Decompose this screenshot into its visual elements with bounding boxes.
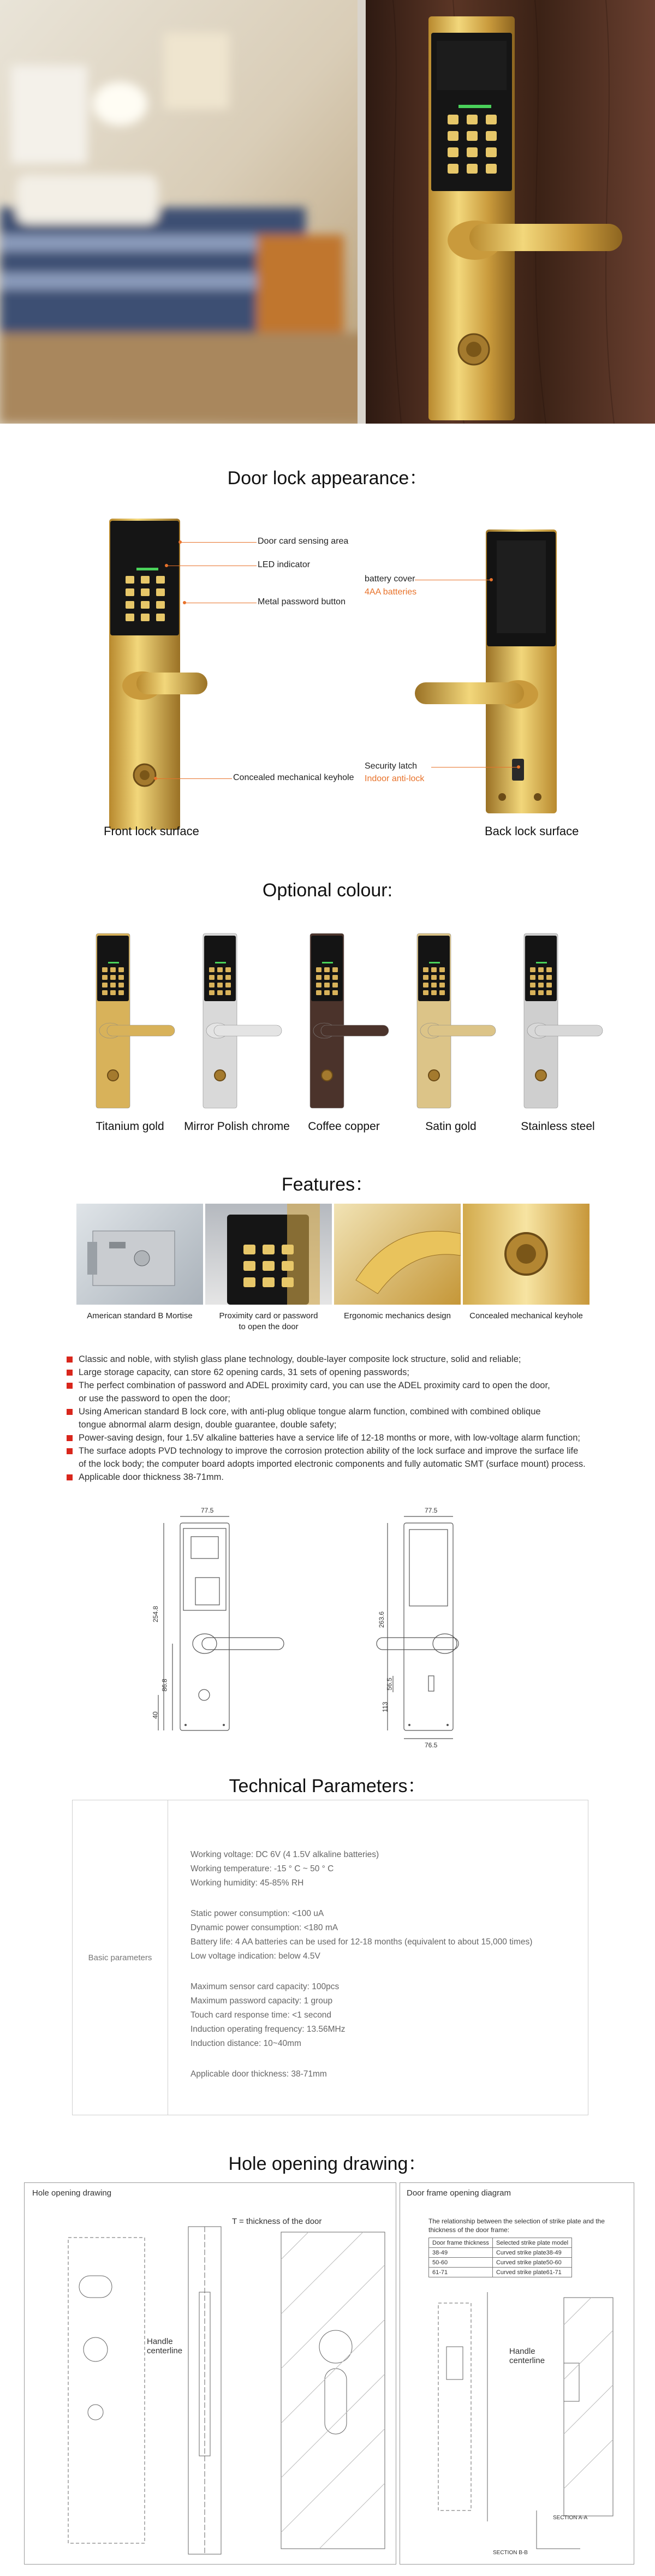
back-lock-image	[404, 524, 568, 830]
hole-left-box	[24, 2182, 396, 2565]
label-battery-cover: battery cover	[365, 574, 415, 584]
strike-table-cell: Curved strike plate38-49	[492, 2248, 571, 2258]
dim-front-width: 77.5	[201, 1507, 214, 1514]
colour-option	[183, 928, 290, 1141]
hole-relationship-note: The relationship between the selection of strike plate and the thickness of the door frame:	[428, 2217, 605, 2234]
label-indoor-lock: Indoor anti-lock	[365, 774, 425, 783]
label-security-latch: Security latch	[365, 762, 418, 771]
tech-param-line: Low voltage indication: below 4.5V	[190, 1952, 320, 1961]
strike-table-cell: Door frame thickness	[429, 2238, 493, 2248]
dim-front-mid: 86.8	[160, 1679, 169, 1692]
features-title: Features：	[281, 1174, 374, 1195]
colour-option-label: Stainless steel	[521, 1120, 595, 1133]
dim-back-height: 263.6	[378, 1611, 386, 1628]
tech-param-line: Static power consumption: <100 uA	[190, 1909, 324, 1918]
strike-table-cell: Curved strike plate50-60	[492, 2258, 571, 2268]
dim-back-width: 77.5	[425, 1507, 438, 1514]
hole-right-handle-centerline: Handle centerline	[509, 2347, 545, 2365]
feature-bullet: or use the password to open the door;	[79, 1394, 230, 1403]
feature-bullet-list	[66, 1353, 622, 1484]
tech-param-line: Touch card response time: <1 second	[190, 2010, 332, 2020]
tech-param-line: Dynamic power consumption: <180 mA	[190, 1923, 338, 1932]
tech-param-line: Maximum sensor card capacity: 100pcs	[190, 1982, 340, 1991]
colour-lock-image	[183, 928, 290, 1114]
hole-left-drawing	[25, 2183, 396, 2564]
hole-thickness-note: T = thickness of the door	[232, 2217, 322, 2226]
feature-image-mortise	[76, 1204, 203, 1305]
colour-option-label: Satin gold	[425, 1120, 477, 1133]
colour-option-label: Mirror Polish chrome	[184, 1120, 290, 1133]
dim-front-low: 40	[151, 1711, 159, 1719]
dim-front-height: 254.8	[152, 1605, 160, 1623]
colour-lock-image	[504, 928, 611, 1114]
feature-image-keypad	[205, 1204, 332, 1305]
feature-caption-keypad-line2: to open the door	[239, 1322, 299, 1331]
feature-bullet: tongue abnormal alarm design, double guarantee, double safety;	[79, 1420, 337, 1430]
tech-params-table	[72, 1800, 588, 2115]
hole-section-a: SECTION A-A	[553, 2515, 588, 2521]
label-card-area: Door card sensing area	[258, 537, 349, 546]
hole-section-b: SECTION B-B	[493, 2550, 528, 2556]
tech-param-line: Maximum password capacity: 1 group	[190, 1996, 333, 2006]
dim-back-bottom: 76.5	[425, 1741, 438, 1749]
colour-title: Optional colour:	[262, 880, 393, 901]
front-lock-image	[98, 513, 207, 835]
feature-image-keyhole	[463, 1204, 590, 1305]
appearance-title: Door lock appearance：	[227, 468, 428, 489]
tech-param-line: Battery life: 4 AA batteries can be used for 12-18 months (equivalent to about 15,000 times)	[190, 1937, 533, 1947]
feature-bullet: Using American standard B lock core, with anti-plug oblique tongue alarm function, combined with combined oblique	[66, 1405, 622, 1418]
hero-photo	[0, 0, 655, 424]
hole-title: Hole opening drawing：	[228, 2153, 427, 2174]
dim-back-small: 56.5	[385, 1677, 394, 1691]
label-metal-button: Metal password button	[258, 597, 346, 606]
strike-table-cell: 50-60	[429, 2258, 493, 2268]
colour-lock-image	[397, 928, 504, 1114]
feature-caption-keypad: Proximity card or password	[219, 1311, 318, 1320]
feature-bullet: The perfect combination of password and ADEL proximity card, you can use the ADEL proximity card to open the door,	[66, 1379, 622, 1392]
hole-right-box	[400, 2182, 634, 2565]
tech-param-line: Working temperature: -15 ° C ~ 50 ° C	[190, 1864, 334, 1873]
colour-option	[504, 928, 611, 1141]
strike-table-cell: Curved strike plate61-71	[492, 2268, 571, 2277]
tech-params-left-cell	[73, 1800, 168, 2115]
label-led-indicator: LED indicator	[258, 560, 311, 569]
hero-illustration	[0, 0, 655, 424]
feature-bullet: Large storage capacity, can store 62 opening cards, 31 sets of opening passwords;	[66, 1366, 622, 1379]
feature-bullet: Classic and noble, with stylish glass plane technology, double-layer composite lock structure, solid and reliable;	[66, 1353, 622, 1366]
colour-option-label: Titanium gold	[96, 1120, 164, 1133]
tech-param-line: Applicable door thickness: 38-71mm	[190, 2069, 327, 2079]
label-keyhole: Concealed mechanical keyhole	[233, 773, 354, 782]
strike-table-cell: 61-71	[429, 2268, 493, 2277]
colour-option	[397, 928, 504, 1141]
feature-caption-keyhole: Concealed mechanical keyhole	[469, 1311, 583, 1320]
colour-row	[76, 928, 611, 1141]
front-lock-caption: Front lock surface	[104, 824, 199, 838]
feature-image-handle	[334, 1204, 461, 1305]
hole-handle-centerline: Handle centerline	[147, 2337, 183, 2355]
colour-option	[76, 928, 183, 1141]
tech-param-line: Working humidity: 45-85% RH	[190, 1878, 304, 1888]
dim-back-mid: 113	[381, 1702, 389, 1712]
hole-left-box-title: Hole opening drawing	[32, 2188, 112, 2198]
colour-option-label: Coffee copper	[308, 1120, 380, 1133]
dimension-drawings	[147, 1512, 529, 1747]
label-batteries: 4AA batteries	[365, 587, 417, 597]
colour-option	[290, 928, 397, 1141]
hole-right-drawing	[400, 2183, 634, 2564]
feature-bullet: Power-saving design, four 1.5V alkaline batteries have a service life of 12-18 months or more, with low-voltage alarm function;	[66, 1431, 622, 1444]
feature-bullet: of the lock body; the computer board adopts imported electronic components and fully automatic SMT (surface mount) process.	[79, 1459, 586, 1469]
back-lock-caption: Back lock surface	[485, 824, 579, 838]
feature-caption-handle: Ergonomic mechanics design	[344, 1311, 451, 1320]
tech-param-line: Induction operating frequency: 13.56MHz	[190, 2025, 346, 2034]
feature-caption-mortise: American standard B Mortise	[87, 1311, 193, 1320]
feature-bullet: Applicable door thickness 38-71mm.	[66, 1471, 622, 1484]
tech-params-left-label: Basic parameters	[88, 1953, 152, 1962]
tech-param-line: Working voltage: DC 6V (4 1.5V alkaline batteries)	[190, 1850, 379, 1859]
strike-table-cell: 38-49	[429, 2248, 493, 2258]
strike-table-cell: Selected strike plate model	[492, 2238, 571, 2248]
colour-lock-image	[76, 928, 183, 1114]
tech-param-line: Induction distance: 10~40mm	[190, 2039, 301, 2048]
tech-title: Technical Parameters：	[229, 1776, 426, 1796]
feature-bullet: The surface adopts PVD technology to improve the corrosion protection ability of the lock surface and improve the surface life	[66, 1444, 622, 1457]
hole-right-box-title: Door frame opening diagram	[407, 2188, 511, 2198]
colour-lock-image	[290, 928, 397, 1114]
